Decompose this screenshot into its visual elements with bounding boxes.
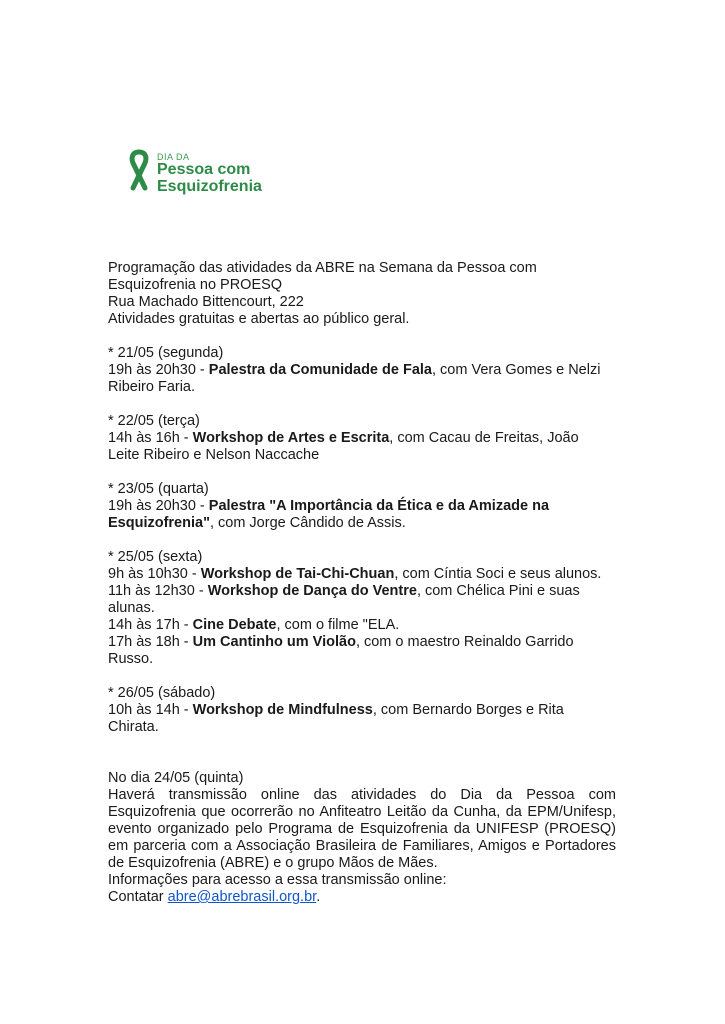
event-time: 9h às 10h30 - bbox=[108, 566, 201, 582]
notice-line: de Esquizofrenia (ABRE) e o grupo Mãos de Mães. bbox=[108, 855, 438, 871]
event-time: 14h às 17h - bbox=[108, 617, 193, 633]
event-line bbox=[108, 515, 616, 532]
event-line bbox=[108, 583, 616, 600]
intro-line: Esquizofrenia no PROESQ bbox=[108, 277, 283, 293]
event-details-continued: Leite Ribeiro e Nelson Naccache bbox=[108, 447, 320, 463]
event-line bbox=[108, 430, 616, 447]
event-title: Palestra "A Importância da Ética e da Amizade na bbox=[208, 498, 550, 514]
event-line bbox=[108, 498, 616, 515]
intro bbox=[108, 260, 616, 328]
day-section bbox=[108, 685, 616, 736]
notice-line: em parceria com a Associação Brasileira de Familiares, Amigos e Portadores bbox=[108, 838, 616, 854]
event-details: , com Vera Gomes e Nelzi bbox=[432, 362, 601, 378]
notice-line: Esquizofrenia que ocorrerão no Anfiteatro Leitão da Cunha, da EPM/Unifesp, bbox=[108, 804, 616, 820]
intro-line: Atividades gratuitas e abertas ao público geral. bbox=[108, 311, 410, 327]
logo bbox=[124, 148, 284, 198]
document-body bbox=[108, 260, 616, 906]
contact-email-link[interactable]: abre@abrebrasil.org.br bbox=[167, 889, 317, 905]
day-date: * 25/05 (sexta) bbox=[108, 549, 203, 565]
event-title: Workshop de Artes e Escrita bbox=[192, 430, 390, 446]
event-time: 14h às 16h - bbox=[108, 430, 193, 446]
event-title: Um Cantinho um Violão bbox=[192, 634, 356, 650]
contact-period: . bbox=[316, 889, 321, 905]
event-time: 19h às 20h30 - bbox=[108, 498, 209, 514]
day-date: * 22/05 (terça) bbox=[108, 413, 200, 429]
event-title: Workshop de Dança do Ventre bbox=[207, 583, 417, 599]
event-title: Palestra da Comunidade de Fala bbox=[208, 362, 432, 378]
notice-info: Informações para acesso a essa transmissão online: bbox=[108, 872, 447, 888]
event-details-continued: alunas. bbox=[108, 600, 155, 616]
logo-line-1: DIA DA bbox=[157, 152, 190, 162]
event-details-continued: Russo. bbox=[108, 651, 154, 667]
event-time: 17h às 18h - bbox=[108, 634, 193, 650]
event-title: Workshop de Mindfulness bbox=[192, 702, 373, 718]
notice-section bbox=[108, 770, 616, 906]
event-details: , com Cacau de Freitas, João bbox=[389, 430, 579, 446]
event-title-continued: Esquizofrenia" bbox=[108, 515, 210, 531]
event-line bbox=[108, 566, 616, 583]
contact-line bbox=[108, 889, 616, 906]
event-line bbox=[108, 634, 616, 651]
contact-label: Contatar bbox=[108, 889, 168, 905]
event-line bbox=[108, 702, 616, 719]
intro-line: Rua Machado Bittencourt, 222 bbox=[108, 294, 304, 310]
event-details-continued: Ribeiro Faria. bbox=[108, 379, 196, 395]
day-section bbox=[108, 345, 616, 396]
notice-heading: No dia 24/05 (quinta) bbox=[108, 770, 244, 786]
event-details: , com o maestro Reinaldo Garrido bbox=[355, 634, 574, 650]
intro-line: Programação das atividades da ABRE na Semana da Pessoa com bbox=[108, 260, 537, 276]
event-details: , com Chélica Pini e suas bbox=[416, 583, 580, 599]
day-section bbox=[108, 549, 616, 668]
day-date: * 21/05 (segunda) bbox=[108, 345, 224, 361]
event-time: 19h às 20h30 - bbox=[108, 362, 209, 378]
event-time: 11h às 12h30 - bbox=[108, 583, 208, 599]
day-date: * 26/05 (sábado) bbox=[108, 685, 216, 701]
event-line bbox=[108, 617, 616, 634]
event-details: , com Bernardo Borges e Rita bbox=[372, 702, 564, 718]
day-section bbox=[108, 481, 616, 532]
notice-line: evento organizado pelo Programa de Esquizofrenia da UNIFESP (PROESQ) bbox=[108, 821, 616, 837]
awareness-ribbon-icon bbox=[124, 148, 154, 196]
day-section bbox=[108, 413, 616, 464]
event-title: Workshop de Tai-Chi-Chuan bbox=[200, 566, 395, 582]
notice-line: Haverá transmissão online das atividades do Dia da Pessoa com bbox=[108, 787, 616, 803]
day-date: * 23/05 (quarta) bbox=[108, 481, 209, 497]
event-line bbox=[108, 362, 616, 379]
event-details: , com o filme "ELA. bbox=[276, 617, 400, 633]
event-details: , com Cíntia Soci e seus alunos. bbox=[394, 566, 602, 582]
event-title: Cine Debate bbox=[192, 617, 277, 633]
event-details: , com Jorge Cândido de Assis. bbox=[209, 515, 406, 531]
event-details-continued: Chirata. bbox=[108, 719, 159, 735]
logo-line-3: Esquizofrenia bbox=[157, 178, 262, 195]
logo-line-2: Pessoa com bbox=[157, 161, 251, 178]
event-time: 10h às 14h - bbox=[108, 702, 193, 718]
